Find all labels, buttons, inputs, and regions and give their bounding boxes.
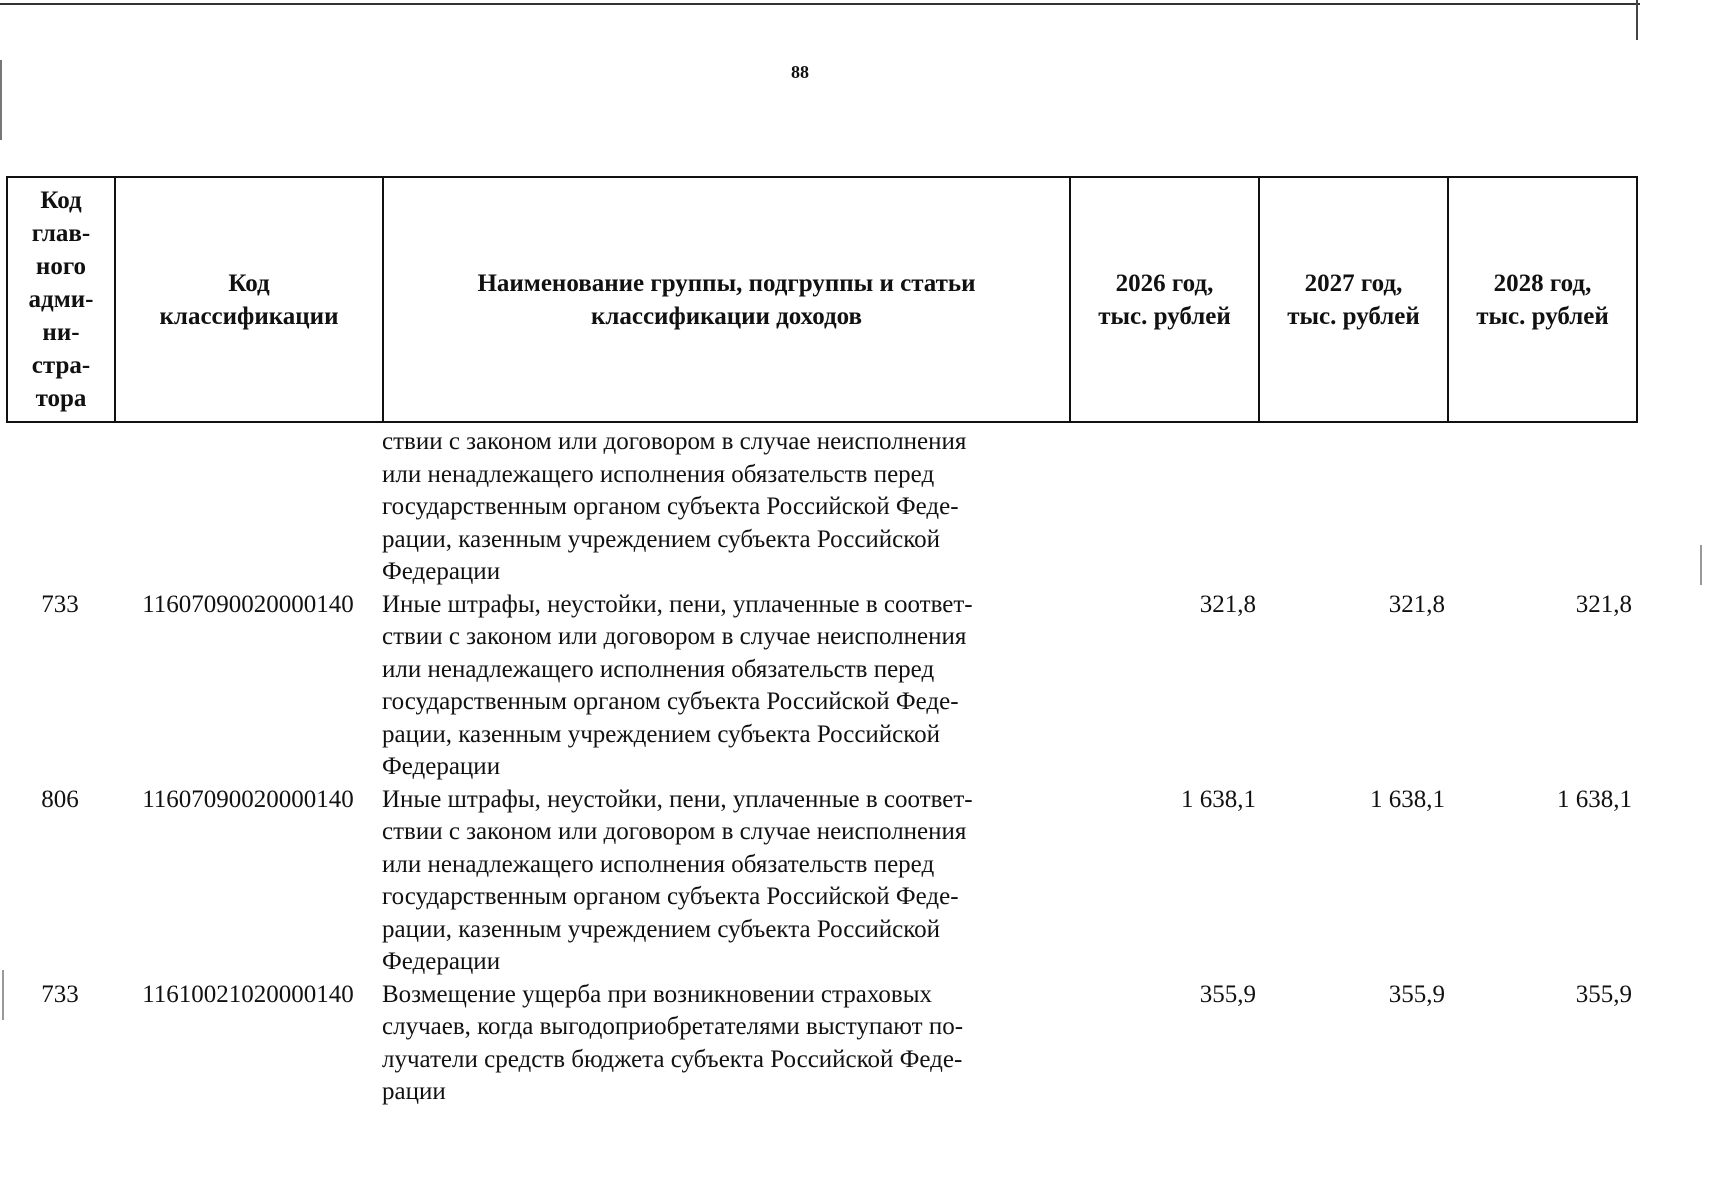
classification-code-cell: 11610021020000140 — [142, 980, 354, 1008]
name-line: ствии с законом или договором в случае неисполнения — [382, 623, 967, 650]
name-line: Федерации — [382, 558, 501, 585]
classification-code-cell: 11607090020000140 — [142, 785, 354, 813]
value-2028-cell: 1 638,1 — [1557, 785, 1632, 813]
name-line: или ненадлежащего исполнения обязательств перед — [382, 850, 935, 878]
value-2028-cell: 321,8 — [1575, 590, 1632, 618]
name-line: Федерации — [382, 753, 501, 780]
header-text-line: тыс. рублей — [1098, 302, 1231, 330]
header-text-line: ни- — [42, 319, 80, 346]
name-cell — [382, 979, 1069, 1109]
header-text-line: тыс. рублей — [1287, 302, 1420, 330]
header-classification-code — [116, 178, 384, 421]
header-admin-code — [8, 178, 116, 421]
table-header — [6, 176, 1638, 423]
value-2026-cell: 1 638,1 — [1181, 785, 1256, 813]
header-text-line: Наименование группы, подгруппы и статьи — [477, 269, 976, 297]
table-row — [6, 589, 1638, 784]
table-row-continuation — [6, 426, 1638, 589]
value-2027-cell — [1258, 426, 1447, 589]
header-text-line: классификации доходов — [590, 302, 863, 330]
header-text-line: тора — [35, 385, 87, 412]
name-cell — [382, 589, 1069, 784]
header-name — [384, 178, 1071, 421]
page-number: 88 — [791, 62, 809, 82]
name-line: государственным органом субъекта Российской Феде- — [382, 688, 959, 715]
value-2028-cell: 355,9 — [1575, 980, 1632, 1008]
name-line: рации — [382, 1078, 446, 1105]
name-line: случаев, когда выгодоприобретателями выступают по- — [382, 1013, 964, 1040]
scan-artifact — [1700, 545, 1702, 585]
value-2026-cell — [1069, 426, 1258, 589]
header-text-line: 2026 год, — [1115, 269, 1214, 297]
name-line: или ненадлежащего исполнения обязательств перед — [382, 460, 935, 488]
header-text-line: ного — [35, 253, 87, 280]
name-line: рации, казенным учреждением субъекта Российской — [382, 915, 941, 943]
admin-code-cell: 806 — [41, 785, 79, 813]
page-top-border — [0, 3, 1640, 5]
scan-artifact — [2, 970, 4, 1020]
admin-code-cell: 733 — [41, 590, 79, 618]
value-2027-cell: 1 638,1 — [1370, 785, 1445, 813]
header-text-line: классификации — [159, 302, 339, 330]
value-2028-cell — [1447, 426, 1634, 589]
header-text-line: 2027 год, — [1304, 269, 1403, 297]
page-left-edge-mark — [0, 60, 2, 140]
value-2027-cell: 355,9 — [1388, 980, 1445, 1008]
name-line: Федерации — [382, 948, 501, 975]
name-cell — [382, 426, 1069, 589]
classification-code-cell — [114, 426, 382, 589]
name-line: или ненадлежащего исполнения обязательств перед — [382, 655, 935, 683]
name-line: Иные штрафы, неустойки, пени, уплаченные в соответ- — [382, 590, 973, 618]
header-year-2026 — [1071, 178, 1260, 421]
header-text-line: Код — [40, 187, 82, 214]
table-row — [6, 979, 1638, 1109]
header-text-line: тыс. рублей — [1476, 302, 1609, 330]
name-line: Иные штрафы, неустойки, пени, уплаченные в соответ- — [382, 785, 973, 813]
name-line: государственным органом субъекта Российской Феде- — [382, 493, 959, 520]
value-2026-cell: 321,8 — [1199, 590, 1256, 618]
page-right-border — [1636, 0, 1638, 40]
name-line: Возмещение ущерба при возникновении страховых — [382, 980, 932, 1008]
name-line: государственным органом субъекта Российской Феде- — [382, 883, 959, 910]
header-text-line: глав- — [31, 220, 91, 247]
table-body — [6, 426, 1638, 1109]
name-line: ствии с законом или договором в случае неисполнения — [382, 428, 967, 455]
name-line: ствии с законом или договором в случае неисполнения — [382, 818, 967, 845]
admin-code-cell — [6, 426, 114, 589]
value-2026-cell: 355,9 — [1199, 980, 1256, 1008]
header-year-2028 — [1449, 178, 1636, 421]
header-text-line: адми- — [28, 286, 94, 313]
value-2027-cell: 321,8 — [1388, 590, 1445, 618]
header-text-line: 2028 год, — [1493, 269, 1592, 297]
name-line: лучатели средств бюджета субъекта Российской Феде- — [382, 1045, 963, 1073]
name-line: рации, казенным учреждением субъекта Российской — [382, 525, 941, 553]
header-year-2027 — [1260, 178, 1449, 421]
header-text-line: стра- — [31, 352, 91, 379]
name-line: рации, казенным учреждением субъекта Российской — [382, 720, 941, 748]
name-cell — [382, 784, 1069, 979]
admin-code-cell: 733 — [41, 980, 79, 1008]
classification-code-cell: 11607090020000140 — [142, 590, 354, 618]
header-text-line: Код — [228, 269, 270, 297]
table-row — [6, 784, 1638, 979]
